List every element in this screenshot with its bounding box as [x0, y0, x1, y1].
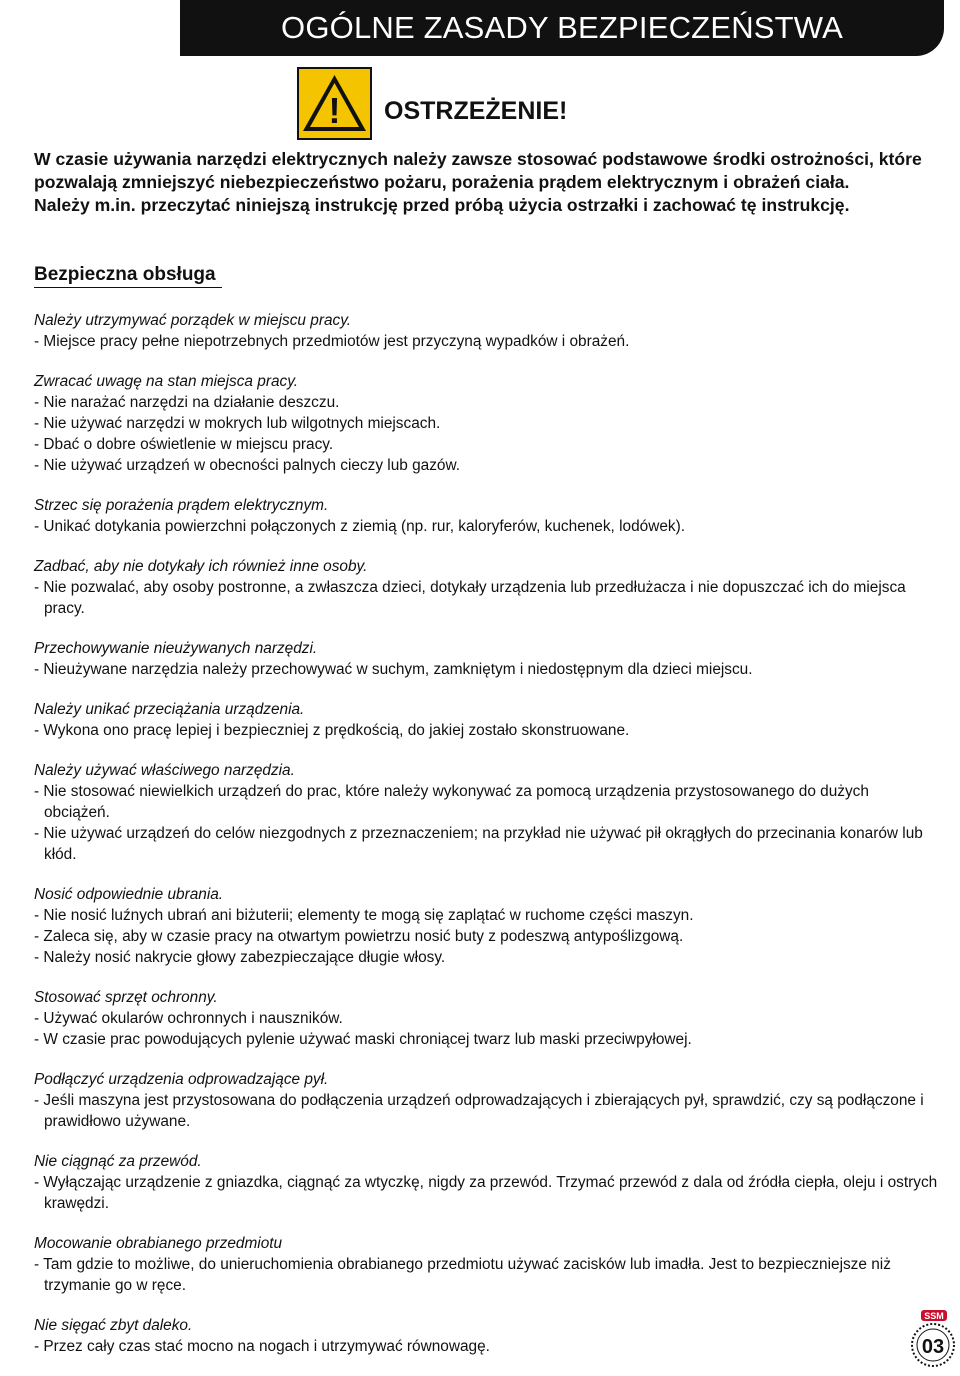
intro-paragraph: W czasie używania narzędzi elektrycznych należy zawsze stosować podstawowe środki ostrożności, które pozwalają zmniejszyć niebezpieczeństwo pożaru, porażenia prądem elektrycznym i obrażeń ciała. [34, 149, 922, 192]
rule-group [34, 884, 939, 968]
warning-label: OSTRZEŻENIE! [384, 97, 568, 125]
rule-group [34, 1233, 939, 1296]
rule-group [34, 371, 939, 476]
rule-item: - Wyłączając urządzenie z gniazdka, ciągnąć za wtyczkę, nigdy za przewód. Trzymać przewód z dala od źródła ciepła, oleju i ostrych krawędzi. [34, 1174, 938, 1212]
rule-item: - Miejsce pracy pełne niepotrzebnych przedmiotów jest przyczyną wypadków i obrażeń. [34, 333, 630, 350]
rule-group-title: Należy utrzymywać porządek w miejscu pracy. [34, 312, 352, 329]
warning-triangle-icon [297, 67, 372, 140]
rule-group [34, 556, 939, 619]
rule-item: - Dbać o dobre oświetlenie w miejscu pracy. [34, 436, 334, 453]
rule-item: - Zaleca się, aby w czasie pracy na otwartym powietrzu nosić buty z podeszwą antypoślizgową. [34, 928, 684, 945]
rule-group-title: Nie sięgać zbyt daleko. [34, 1317, 193, 1334]
rule-group [34, 1315, 939, 1357]
safety-rules [34, 310, 939, 1376]
rule-item: - Nie używać urządzeń do celów niezgodnych z przeznaczeniem; na przykład nie używać pił okrągłych do przecinania konarów lub kłód. [34, 825, 923, 863]
rule-item: - Nie stosować niewielkich urządzeń do prac, które należy wykonywać za pomocą urządzenia przystosowanego do dużych obciążeń. [34, 783, 869, 821]
rule-group [34, 987, 939, 1050]
rule-group-title: Stosować sprzęt ochronny. [34, 989, 218, 1006]
page-number: 03 [921, 1336, 945, 1358]
rule-item: - Używać okularów ochronnych i nauszników. [34, 1010, 343, 1027]
rule-group [34, 310, 939, 352]
intro-text [34, 148, 934, 217]
rule-group [34, 699, 939, 741]
rule-group-title: Należy unikać przeciążania urządzenia. [34, 701, 305, 718]
rule-item: - Wykona ono pracę lepiej i bezpieczniej z prędkością, do jakiej zostało skonstruowane. [34, 722, 630, 739]
rule-group [34, 638, 939, 680]
page-title: OGÓLNE ZASADY BEZPIECZEŃSTWA [281, 10, 843, 45]
rule-group-title: Nie ciągnąć za przewód. [34, 1153, 202, 1170]
rule-item: - Nie narażać narzędzi na działanie deszczu. [34, 394, 340, 411]
rule-group-title: Przechowywanie nieużywanych narzędzi. [34, 640, 318, 657]
rule-group-title: Należy używać właściwego narzędzia. [34, 762, 295, 779]
rule-item: - Należy nosić nakrycie głowy zabezpieczające długie włosy. [34, 949, 446, 966]
section-title: Bezpieczna obsługa [34, 263, 222, 288]
ssm-logo-text: SSM [924, 1311, 944, 1321]
rule-item: - Unikać dotykania powierzchni połączonych z ziemią (np. rur, kaloryferów, kuchenek, lodówek). [34, 518, 685, 535]
intro-paragraph: Należy m.in. przeczytać niniejszą instrukcję przed próbą użycia ostrzałki i zachować tę instrukcję. [34, 195, 850, 215]
rule-group [34, 1069, 939, 1132]
rule-item: - Nie używać urządzeń w obecności palnych cieczy lub gazów. [34, 457, 461, 474]
rule-group-title: Zadbać, aby nie dotykały ich również inne osoby. [34, 558, 368, 575]
rule-item: - Nie nosić luźnych ubrań ani biżuterii; elementy te mogą się zaplątać w ruchome części maszyn. [34, 907, 694, 924]
rule-item: - Przez cały czas stać mocno na nogach i utrzymywać równowagę. [34, 1338, 490, 1355]
rule-group [34, 1151, 939, 1214]
rule-group-title: Zwracać uwagę na stan miejsca pracy. [34, 373, 299, 390]
rule-item: - Nie pozwalać, aby osoby postronne, a zwłaszcza dzieci, dotykały urządzenia lub przedłużacza i nie dopuszczać ich do miejsca pracy. [34, 579, 906, 617]
rule-group [34, 760, 939, 865]
rule-group-title: Mocowanie obrabianego przedmiotu [34, 1235, 283, 1252]
rule-group-title: Podłączyć urządzenia odprowadzające pył. [34, 1071, 329, 1088]
rule-item: - W czasie prac powodujących pylenie używać maski chroniącej twarz lub maski przeciwpyłowej. [34, 1031, 692, 1048]
page-badge [906, 1309, 956, 1367]
header-bar [180, 0, 944, 56]
rule-group [34, 495, 939, 537]
rule-item: - Tam gdzie to możliwe, do unieruchomienia obrabianego przedmiotu używać zacisków lub imadła. Jest to bezpieczniejsze niż trzymanie go w ręce. [34, 1256, 891, 1294]
rule-item: - Nie używać narzędzi w mokrych lub wilgotnych miejscach. [34, 415, 441, 432]
rule-group-title: Strzec się porażenia prądem elektrycznym. [34, 497, 329, 514]
rule-item: - Nieużywane narzędzia należy przechowywać w suchym, zamkniętym i niedostępnym dla dzieci miejscu. [34, 661, 753, 678]
rule-item: - Jeśli maszyna jest przystosowana do podłączenia urządzeń odprowadzających i zbierających pył, sprawdzić, czy są podłączone i prawidłowo używane. [34, 1092, 924, 1130]
warning-symbol: ! [328, 90, 341, 131]
rule-group-title: Nosić odpowiednie ubrania. [34, 886, 224, 903]
